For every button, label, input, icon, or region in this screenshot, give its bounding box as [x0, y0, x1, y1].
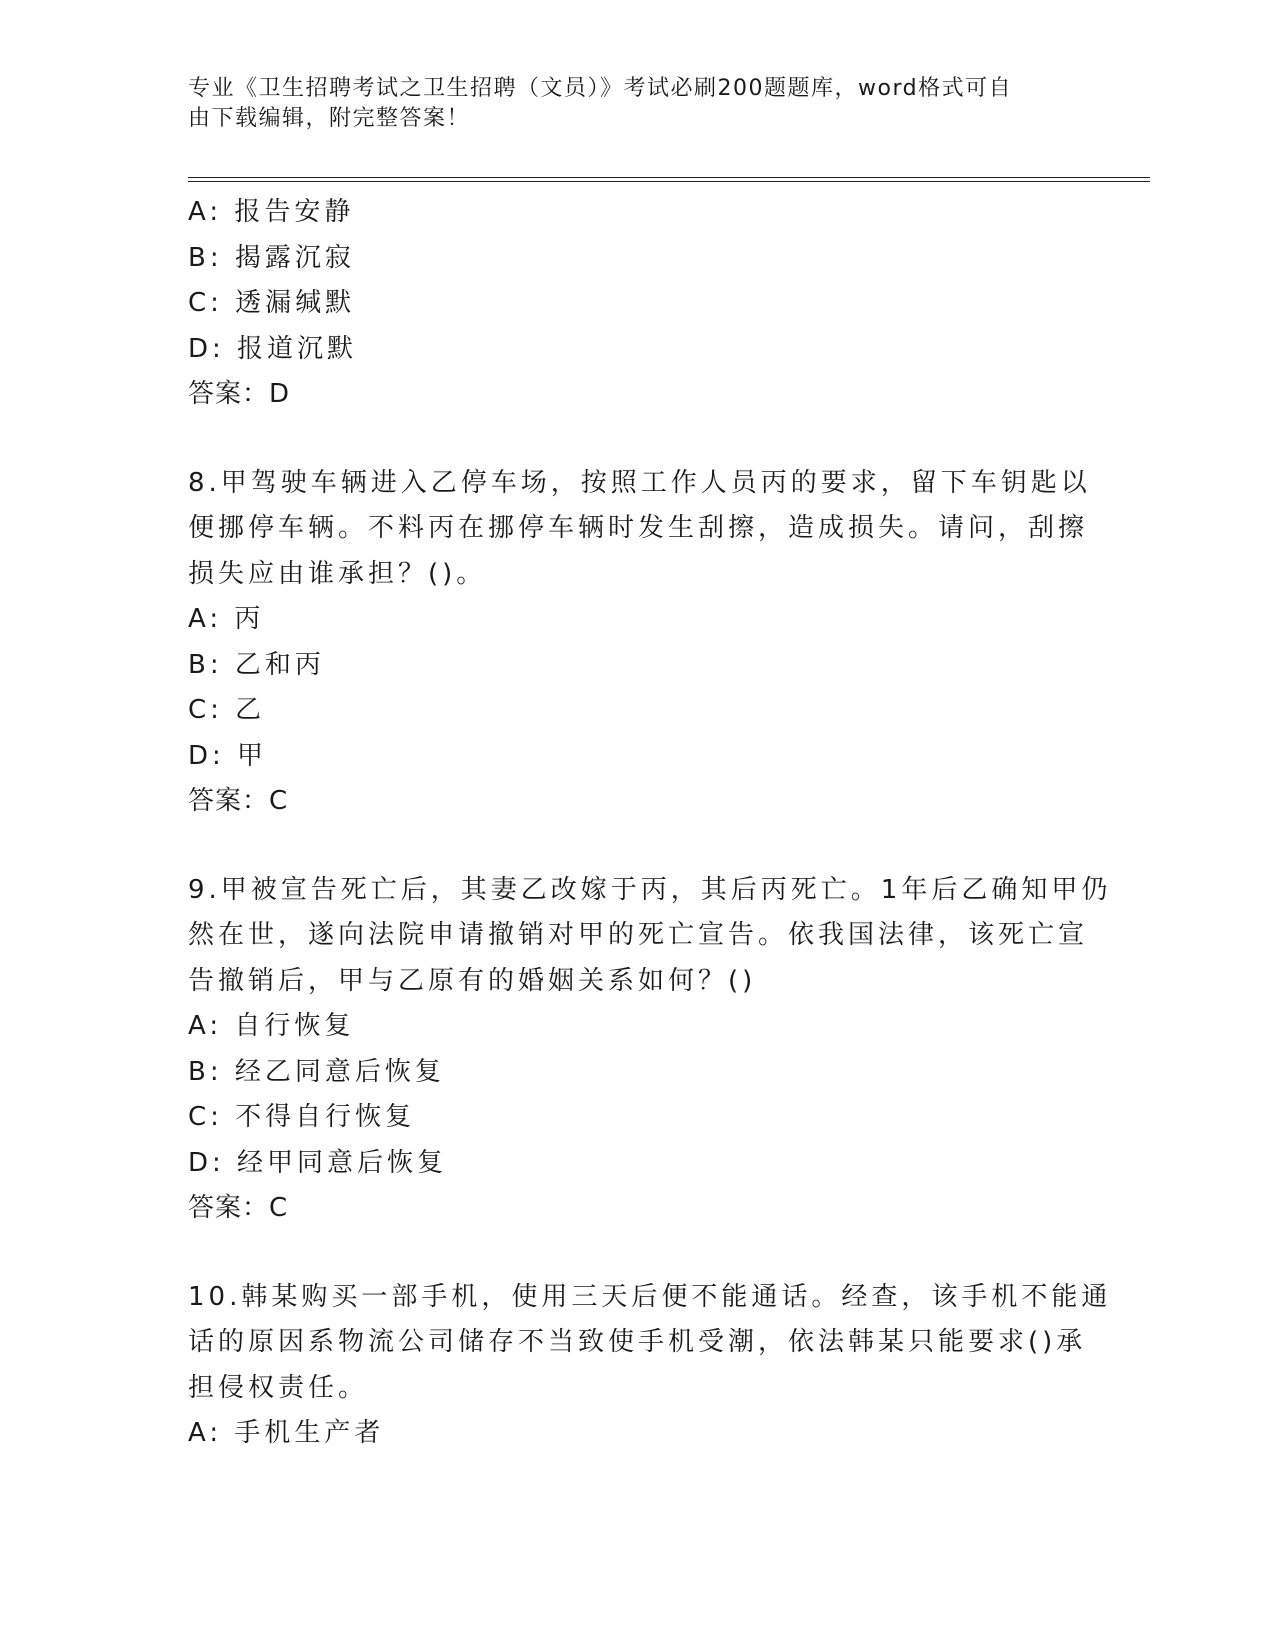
- question-10: [188, 1275, 1112, 1457]
- question-text: [188, 868, 1112, 1005]
- question-text-line: 9.甲被宣告死亡后，其妻乙改嫁于丙，其后丙死亡。1年后乙确知甲仍: [188, 874, 1112, 905]
- document-body: [188, 190, 1112, 1457]
- answer: 答案：D: [188, 379, 291, 409]
- question-8: [188, 461, 1091, 825]
- header-divider-bottom: [188, 181, 1150, 182]
- option-d: D: 报道沉默: [188, 333, 358, 364]
- header-line-2: 由下载编辑，附完整答案！: [188, 106, 471, 131]
- question-text-line: 担侵权责任。: [188, 1372, 369, 1403]
- question-9: [188, 868, 1112, 1232]
- option-a: A: 报告安静: [188, 197, 355, 227]
- question-text-line: 话的原因系物流公司储存不当致使手机受潮，依法韩某只能要求()承: [188, 1327, 1087, 1357]
- document-header: [188, 74, 1068, 134]
- question-text: [188, 1275, 1112, 1412]
- option-b: B: 乙和丙: [188, 649, 325, 680]
- header-divider-top: [188, 177, 1150, 178]
- question-text-line: 便挪停车辆。不料丙在挪停车辆时发生刮擦，造成损失。请问，刮擦: [188, 513, 1089, 543]
- header-line-1: 专业《卫生招聘考试之卫生招聘（文员）》考试必刷200题题库，word格式可自: [188, 76, 1013, 101]
- question-text: [188, 461, 1091, 598]
- option-a: A: 丙: [188, 604, 265, 634]
- option-d: D: 经甲同意后恢复: [188, 1147, 448, 1178]
- option-b: B: 揭露沉寂: [188, 242, 355, 273]
- option-d: D: 甲: [188, 740, 268, 771]
- answer: 答案：C: [188, 1193, 289, 1223]
- question-text-line: 损失应由谁承担？()。: [188, 558, 487, 589]
- question-text-line: 然在世，遂向法院申请撤销对甲的死亡宣告。依我国法律，该死亡宣: [188, 920, 1089, 950]
- answer: 答案：C: [188, 786, 289, 816]
- option-b: B: 经乙同意后恢复: [188, 1056, 445, 1087]
- option-c: C: 透漏缄默: [188, 288, 356, 318]
- option-c: C: 乙: [188, 695, 266, 725]
- question-text-line: 10.韩某购买一部手机，使用三天后便不能通话。经查，该手机不能通: [188, 1281, 1112, 1312]
- question-7-continuation: [188, 190, 1088, 418]
- question-text-line: 告撤销后，甲与乙原有的婚姻关系如何？(): [188, 965, 757, 996]
- question-text-line: 8.甲驾驶车辆进入乙停车场，按照工作人员丙的要求，留下车钥匙以: [188, 467, 1091, 498]
- option-a: A: 手机生产者: [188, 1418, 385, 1448]
- option-c: C: 不得自行恢复: [188, 1102, 416, 1132]
- option-a: A: 自行恢复: [188, 1011, 355, 1041]
